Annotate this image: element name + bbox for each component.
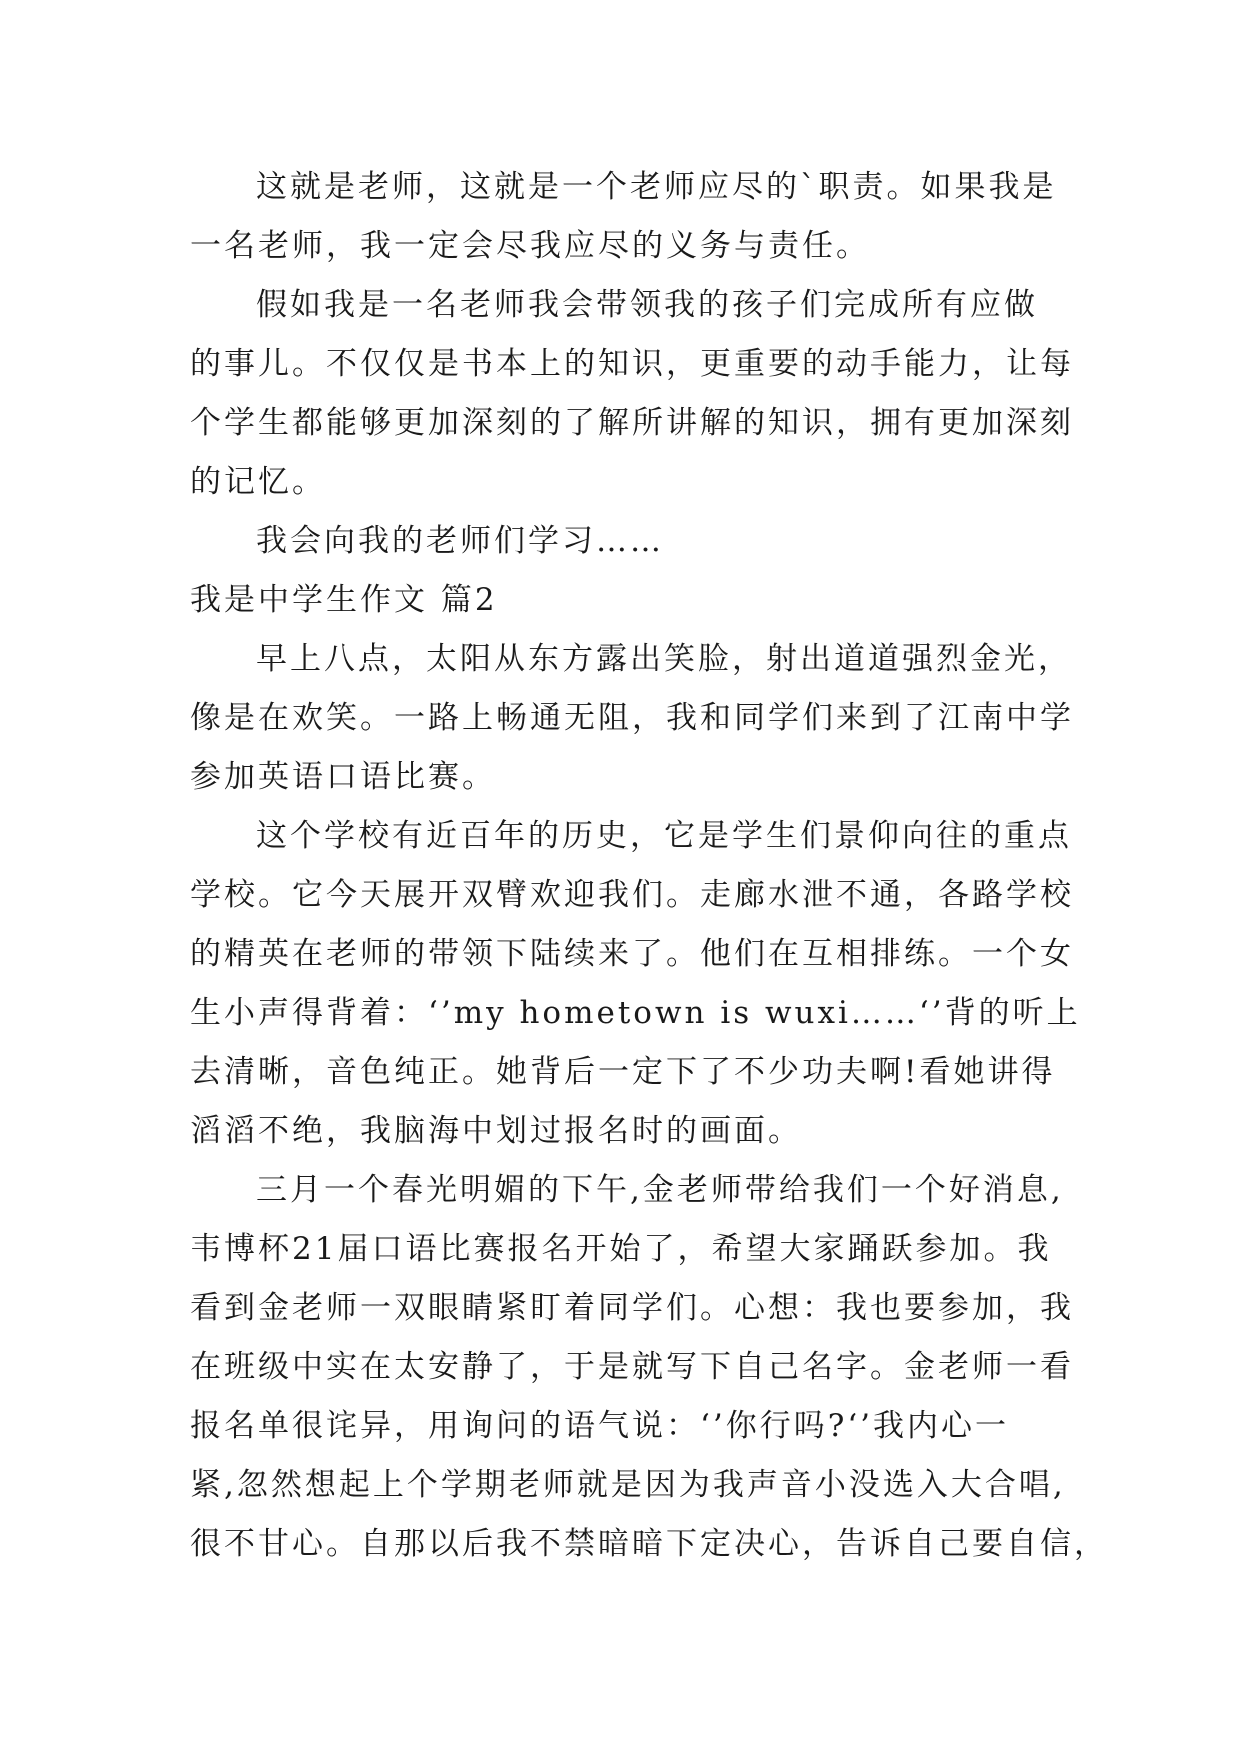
text-line: 去清晰，音色纯正。她背后一定下了不少功夫啊!看她讲得 — [190, 1054, 1056, 1090]
text-line: 一名老师，我一定会尽我应尽的义务与责任。 — [190, 228, 870, 264]
text-line: 三月一个春光明媚的下午,金老师带给我们一个好消息, — [256, 1172, 1064, 1208]
text-line: 参加英语口语比赛。 — [190, 759, 496, 795]
text-line: 我会向我的老师们学习…… — [256, 523, 664, 559]
text-line: 紧,忽然想起上个学期老师就是因为我声音小没选入大合唱, — [190, 1467, 1066, 1503]
text-line: 在班级中实在太安静了，于是就写下自己名字。金老师一看 — [190, 1349, 1074, 1385]
text-line: 韦博杯21届口语比赛报名开始了，希望大家踊跃参加。我 — [190, 1231, 1052, 1267]
text-line: 滔滔不绝，我脑海中划过报名时的画面。 — [190, 1113, 802, 1149]
text-line: 个学生都能够更加深刻的了解所讲解的知识，拥有更加深刻 — [190, 405, 1074, 441]
text-line: 很不甘心。自那以后我不禁暗暗下定决心，告诉自己要自信， — [190, 1526, 1108, 1562]
text-line: 看到金老师一双眼睛紧盯着同学们。心想：我也要参加，我 — [190, 1290, 1074, 1326]
section-heading: 我是中学生作文 篇2 — [190, 582, 498, 618]
text-line: 像是在欢笑。一路上畅通无阻，我和同学们来到了江南中学 — [190, 700, 1074, 736]
text-line: 学校。它今天展开双臂欢迎我们。走廊水泄不通，各路学校 — [190, 877, 1074, 913]
text-line: 这就是老师，这就是一个老师应尽的`职责。如果我是 — [256, 169, 1057, 205]
document-body — [190, 158, 1108, 1574]
text-line: 假如我是一名老师我会带领我的孩子们完成所有应做 — [256, 287, 1038, 323]
text-line: 生小声得背着：‘’my hometown is wuxi……‘’背的听上 — [190, 995, 1081, 1031]
text-line: 的精英在老师的带领下陆续来了。他们在互相排练。一个女 — [190, 936, 1074, 972]
text-line: 这个学校有近百年的历史，它是学生们景仰向往的重点 — [256, 818, 1072, 854]
text-line: 的事儿。不仅仅是书本上的知识，更重要的动手能力，让每 — [190, 346, 1074, 382]
text-line: 早上八点，太阳从东方露出笑脸，射出道道强烈金光， — [256, 641, 1072, 677]
text-line: 的记忆。 — [190, 464, 326, 500]
text-line: 报名单很诧异，用询问的语气说：‘’你行吗?‘’我内心一 — [190, 1408, 1010, 1444]
